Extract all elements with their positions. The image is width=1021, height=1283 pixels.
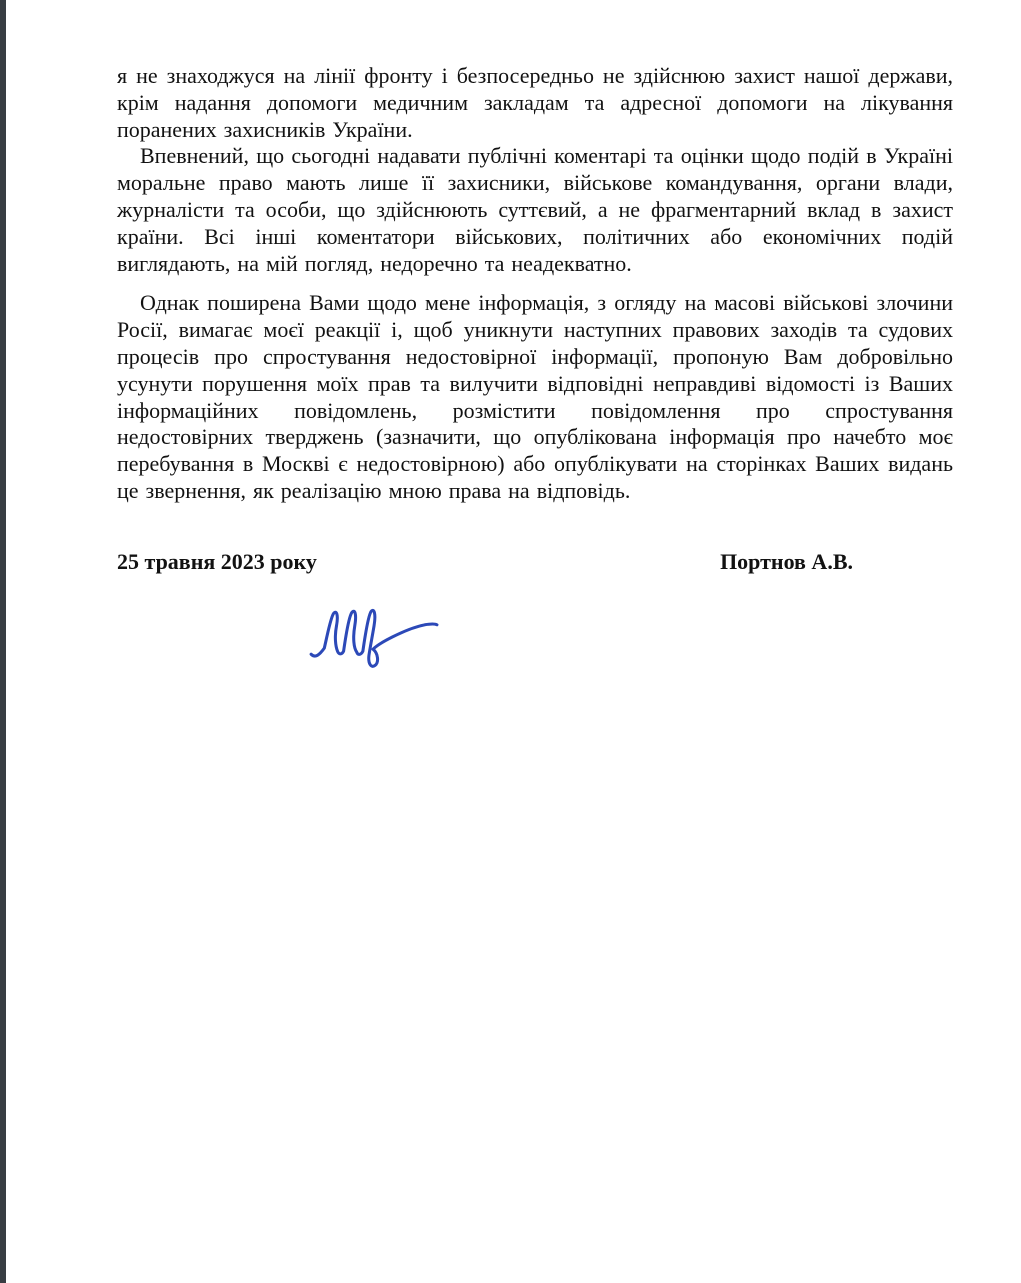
signatory-name: Портнов А.В. [720,548,853,574]
body-paragraph: я не знаходжуся на лінії фронту і безпосередньо не здійснюю захист нашої держави, крім надання допомоги медичним закладам та адресної допомоги на лікування поранених захисників України. [117,63,953,142]
date-line: 25 травня 2023 року [117,548,317,574]
handwritten-signature-icon [303,606,440,670]
viewer-left-edge-bar [0,0,6,1283]
signoff-row [117,549,953,576]
body-paragraph: Однак поширена Вами щодо мене інформація, з огляду на масові військові злочини Росії, вимагає моєї реакції і, щоб уникнути наступних правових заходів та судових процесів про спростування недостовірної інформації, пропоную Вам добровільно усунути порушення моїх прав та вилучити відповідні неправдиві відомості із Ваших інформаційних повідомлень, розмістити повідомлення про спростування недостовірних тверджень (зазначити, що опублікована інформація про начебто моє перебування в Москві є недостовірною) або опублікувати на сторінках Ваших видань це звернення, як реалізацію мною права на відповідь. [117,290,953,503]
letter-body [117,63,953,670]
body-paragraph: Впевнений, що сьогодні надавати публічні коментарі та оцінки щодо подій в Україні моральне право мають лише її захисники, військове командування, органи влади, журналісти та особи, що здійснюють суттєвий, а не фрагментарний вклад в захист країни. Всі інші коментатори військових, політичних або економічних подій виглядають, на мій погляд, недоречно та неадекватно. [117,143,953,276]
